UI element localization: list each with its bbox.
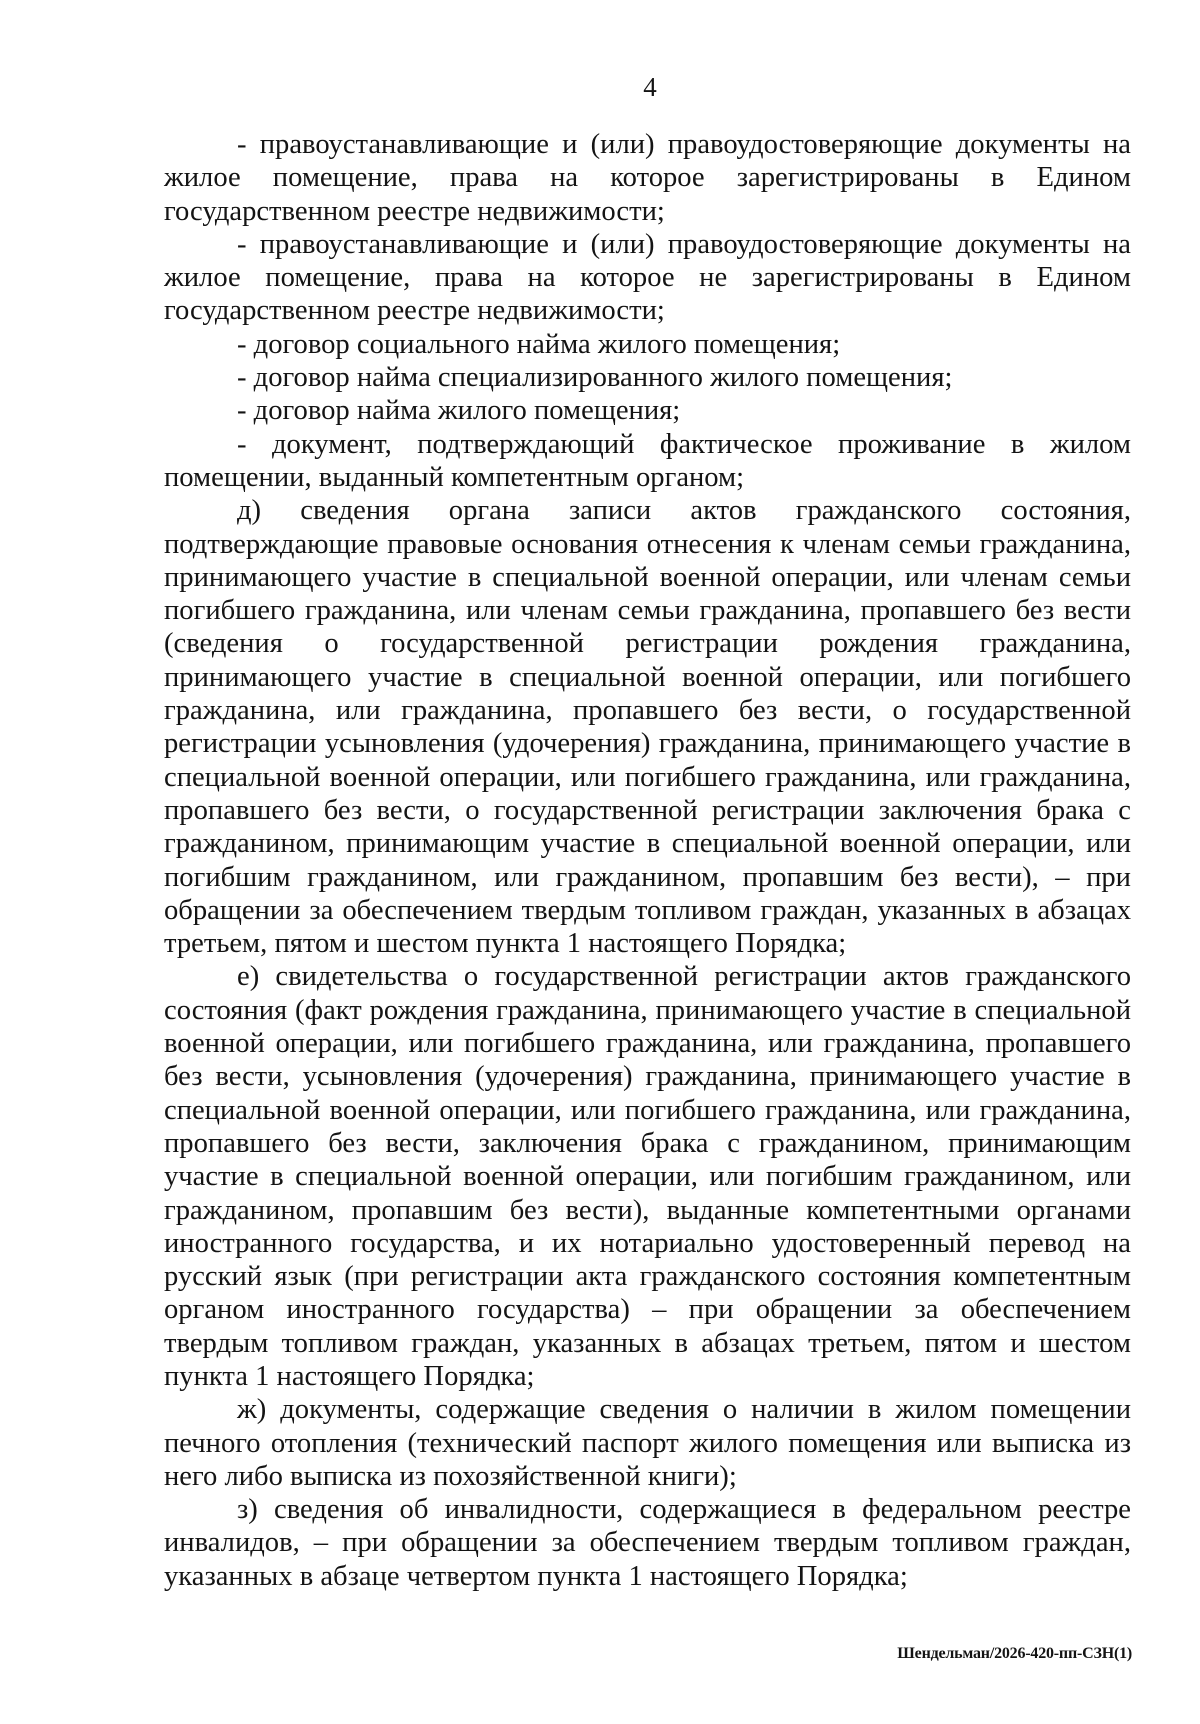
paragraph-item-e: е) свидетельства о государственной регистрации актов гражданского состояния (факт рождения гражданина, принимающего участие в специальной военной операции, или погибшего гражданина, или гражданина, пропавшего без вести, усыновления (удочерения) гражданина, принимающего участие в специальной военной операции, или погибшего гражданина, или гражданина, пропавшего без вести, заключения брака с гражданином, принимающим участие в специальной военной операции, или погибшим гражданином, или гражданином, пропавшим без вести), выданные компетентными органами иностранного государства, и их нотариально удостоверенный перевод на русский язык (при регистрации акта гражданского состояния компетентным органом иностранного государства) – при обращении за обеспечением твердым топливом граждан, указанных в абзацах третьем, пятом и шестом пункта 1 настоящего Порядка; — [164, 961, 1131, 1392]
page-number: 4 — [643, 72, 657, 102]
paragraph-item-zh: ж) документы, содержащие сведения о наличии в жилом помещении печного отопления (технический паспорт жилого помещения или выписка из него либо выписка из похозяйственной книги); — [164, 1394, 1131, 1492]
document-body — [164, 128, 1131, 1593]
paragraph-list-item: - договор найма специализированного жилого помещения; — [237, 362, 953, 394]
paragraph-list-item: - документ, подтверждающий фактическое проживание в жилом помещении, выданный компетентным органом; — [164, 428, 1131, 493]
paragraph-item-z: з) сведения об инвалидности, содержащиеся в федеральном реестре инвалидов, – при обращении за обеспечением твердым топливом граждан, указанных в абзаце четвертом пункта 1 настоящего Порядка; — [164, 1494, 1131, 1592]
paragraph-list-item: - правоустанавливающие и (или) правоудостоверяющие документы на жилое помещение, права на которое не зарегистрированы в Едином государственном реестре недвижимости; — [164, 228, 1131, 327]
document-reference-code: Шендельман/2026-420-пп-СЗН(1) — [897, 1645, 1132, 1662]
paragraph-list-item: - правоустанавливающие и (или) правоудостоверяющие документы на жилое помещение, права на которое зарегистрированы в Едином государственном реестре недвижимости; — [164, 129, 1131, 227]
paragraph-list-item: - договор социального найма жилого помещения; — [237, 328, 841, 360]
paragraph-list-item: - договор найма жилого помещения; — [237, 395, 681, 427]
paragraph-item-d: д) сведения органа записи актов гражданского состояния, подтверждающие правовые основания отнесения к членам семьи гражданина, принимающего участие в специальной военной операции, или членам семьи погибшего гражданина, или членам семьи гражданина, пропавшего без вести (сведения о государственной регистрации рождения гражданина, принимающего участие в специальной военной операции, или погибшего гражданина, или гражданина, пропавшего без вести, о государственной регистрации усыновления (удочерения) гражданина, принимающего участие в специальной военной операции, или погибшего гражданина, или гражданина, пропавшего без вести, о государственной регистрации заключения брака с гражданином, принимающим участие в специальной военной операции, или погибшим гражданином, или гражданином, пропавшим без вести), – при обращении за обеспечением твердым топливом граждан, указанных в абзацах третьем, пятом и шестом пункта 1 настоящего Порядка; — [164, 495, 1131, 960]
